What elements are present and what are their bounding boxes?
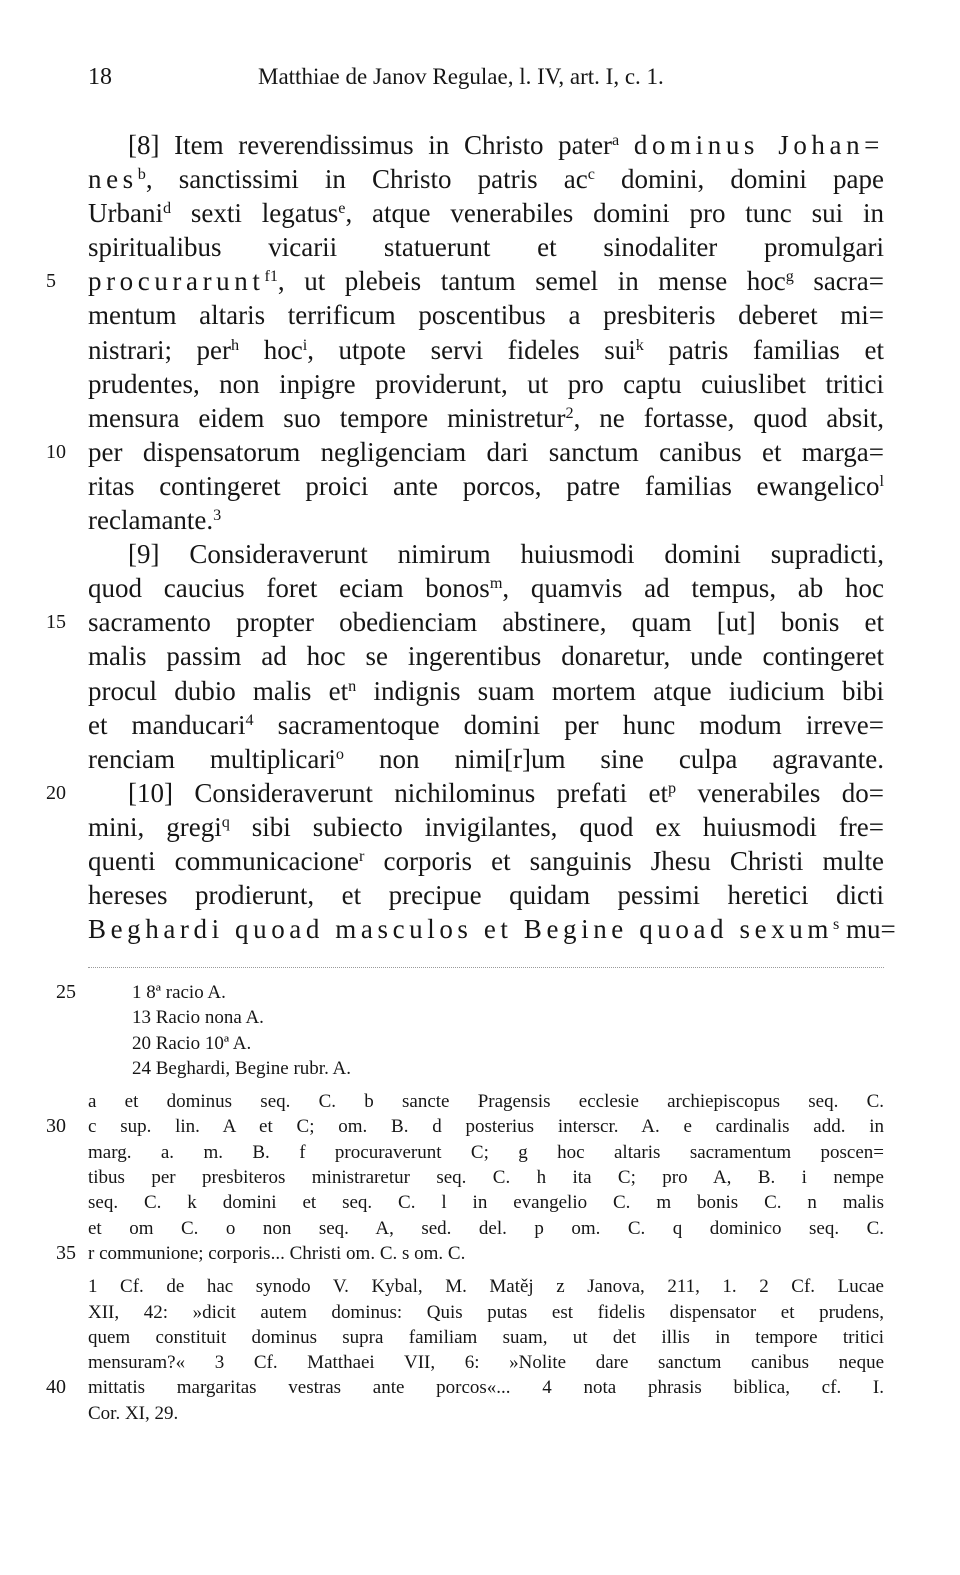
text-line: ritas contingeret proici ante porcos, patre familias ewangelico$^l$ <box>88 470 884 501</box>
variant-note: tibus per presbiteros ministraretur seq. C. h ita C; pro A, B. i nempe <box>88 1167 884 1189</box>
line-number: 40 <box>46 1376 66 1399</box>
variant-note: 30 c sup. lin. A et C; om. B. d posterius interscr. A. e cardinalis add. in <box>88 1114 884 1139</box>
text-line: 10 per dispensatorum negligenciam dari sanctum canibus et marga= <box>88 435 884 469</box>
variant-note: 35 r communione; corporis... Christi om. C. s om. C. <box>88 1241 884 1266</box>
rubric-note: 13 Racio nona A. <box>132 1007 264 1029</box>
line-number: 30 <box>46 1115 66 1138</box>
text-line: [8] Item reverendissimus in Christo pater$^a$ dominus Johan= <box>128 130 884 160</box>
text-line: mensura eidem suo tempore ministretur$^2$, ne fortasse, quod absit, <box>88 402 884 433</box>
line-number: 20 <box>46 781 66 804</box>
text-line: reclamante.$^3$ <box>88 505 222 536</box>
line-number: 5 <box>46 270 56 293</box>
text-line: quenti communicacione$^r$ corporis et sanguinis Jhesu Christi multe <box>88 845 884 876</box>
line-number: 25 <box>56 981 76 1003</box>
variant-note: a et dominus seq. C. b sancte Pragensis ecclesie archiepiscopus seq. C. <box>88 1091 884 1113</box>
text-line: renciam multiplicari$^o$ non nimi[r]um sine culpa agravante. <box>88 743 885 774</box>
source-note: quem constituit dominus supra familiam suam, ut det illis in tempore tritici <box>88 1326 884 1348</box>
rubric-note: 24 Beghardi, Begine rubr. A. <box>132 1057 351 1079</box>
running-title: Matthiae de Janov Regulae, l. IV, art. I, c. 1. <box>258 64 664 89</box>
text-line: 20 [10] Consideraverunt nichilominus prefati $et^p$ venerabiles do= <box>88 776 884 810</box>
source-note: XII, 42: »dicit autem dominus: Quis putas est fidelis dispensator et prudens, <box>88 1301 884 1323</box>
text-line: spiritualibus vicarii statuerunt et sinodaliter promulgari <box>88 232 884 263</box>
line-number: 15 <box>46 611 66 634</box>
text-line: nes$^b$, sanctissimi in Christo patris $ac^c$ domini, domini pape <box>88 164 884 195</box>
text-line: Beghardi quoad masculos et Begine quoad sexum$^s$ mu= <box>88 914 896 945</box>
rubric-note: 25 1 8ª racio A. <box>88 980 884 1005</box>
text-line: malis passim ad hoc se ingerentibus donaretur, unde contingeret <box>88 641 884 672</box>
text-line: nistrari; per$^h$ hoc$^i$, utpote servi fideles sui$^k$ patris familias et <box>88 334 884 365</box>
apparatus <box>46 980 884 1426</box>
text-line: hereses prodierunt, et precipue quidam pessimi heretici dicti <box>88 880 884 911</box>
variant-note: seq. C. k domini et seq. C. l in evangelio C. m bonis C. n malis <box>88 1192 884 1214</box>
text-line: mini, gregi$^q$ sibi subiecto invigilantes, quod ex huiusmodi fre= <box>88 811 884 842</box>
line-number: 35 <box>56 1241 76 1264</box>
text-line: Urbani$^d$ sexti legatus$^e$, atque venerabiles domini pro tunc sui in <box>88 198 884 229</box>
line-number: 10 <box>46 440 66 463</box>
text-line: [9] Consideraverunt nimirum huiusmodi domini supradicti, <box>128 539 884 570</box>
footnote-divider <box>88 967 884 968</box>
variant-note: et om C. o non seq. A, sed. del. p om. C. q dominico seq. C. <box>88 1217 884 1239</box>
main-text <box>46 128 896 946</box>
text-line: 15 sacramento propter obedienciam abstinere, quam [ut] bonis et <box>88 605 884 639</box>
text-line: quod caucius foret eciam bonos$^m$, quamvis ad tempus, ab hoc <box>88 573 884 604</box>
text-line: 5 procurarunt$^{f1}$, ut plebeis tantum semel in mense hoc$^g$ sacra= <box>88 264 884 298</box>
source-note: mensuram?« 3 Cf. Matthaei VII, 6: »Nolite dare sanctum canibus neque <box>88 1352 884 1374</box>
source-note: 40 mittatis margaritas vestras ante porcos«... 4 nota phrasis biblica, cf. I. <box>88 1375 884 1400</box>
source-note: Cor. XI, 29. <box>88 1402 179 1424</box>
text-line: prudentes, non inpigre providerunt, ut pro captu cuiuslibet tritici <box>88 368 884 399</box>
rubric-note: 20 Racio 10ª A. <box>132 1032 252 1054</box>
page-number: 18 <box>88 64 112 90</box>
text-line: et manducari$^4$ sacramentoque domini per hunc modum irreve= <box>88 709 885 740</box>
variant-note: marg. a. m. B. f procuraverunt C; g hoc altaris sacramentum poscen= <box>88 1141 884 1163</box>
text-line: procul dubio malis $et^n$ indignis suam mortem atque iudicium bibi <box>88 675 885 706</box>
source-note: 1 Cf. de hac synodo V. Kybal, M. Matěj z Janova, 211, 1. 2 Cf. Lucae <box>88 1276 884 1298</box>
text-line: mentum altaris terrificum poscentibus a presbiteris deberet mi= <box>88 300 884 331</box>
